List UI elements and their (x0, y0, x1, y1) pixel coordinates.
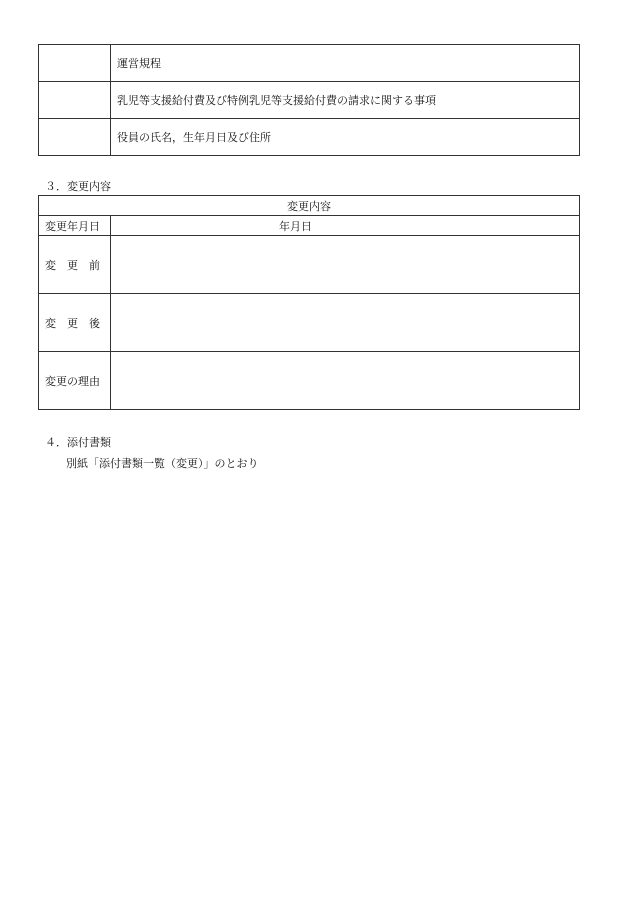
table-row (39, 352, 580, 410)
section-4-heading: ４．添付書類 (45, 436, 111, 449)
table-row (39, 294, 580, 352)
reason-content (111, 352, 580, 410)
item-text-cell: 役員の氏名，生年月日及び住所 (111, 119, 580, 156)
date-value-cell (111, 216, 580, 236)
table-header-row (39, 196, 580, 216)
before-content (111, 236, 580, 294)
date-label: 変更年月日 (39, 216, 111, 236)
table-row (39, 45, 580, 82)
table-row (39, 119, 580, 156)
items-table (38, 44, 580, 156)
after-label: 変 更 後 (39, 294, 111, 352)
item-label-cell (39, 119, 111, 156)
item-label-cell (39, 82, 111, 119)
item-label-cell (39, 45, 111, 82)
before-label: 変 更 前 (39, 236, 111, 294)
attachments-note: 別紙「添付書類一覧（変更）」のとおり (66, 457, 259, 470)
reason-label: 変更の理由 (39, 352, 111, 410)
date-row (39, 216, 580, 236)
change-table (38, 195, 580, 410)
after-content (111, 294, 580, 352)
date-day-unit: 日 (301, 219, 312, 233)
date-month-unit: 月 (290, 219, 301, 233)
item-text-cell: 運営規程 (111, 45, 580, 82)
section-3-heading: ３．変更内容 (45, 180, 111, 193)
table-row (39, 82, 580, 119)
date-year-unit: 年 (279, 219, 290, 233)
table-row (39, 236, 580, 294)
change-table-header: 変更内容 (39, 196, 580, 216)
item-text-cell: 乳児等支援給付費及び特例乳児等支援給付費の請求に関する事項 (111, 82, 580, 119)
